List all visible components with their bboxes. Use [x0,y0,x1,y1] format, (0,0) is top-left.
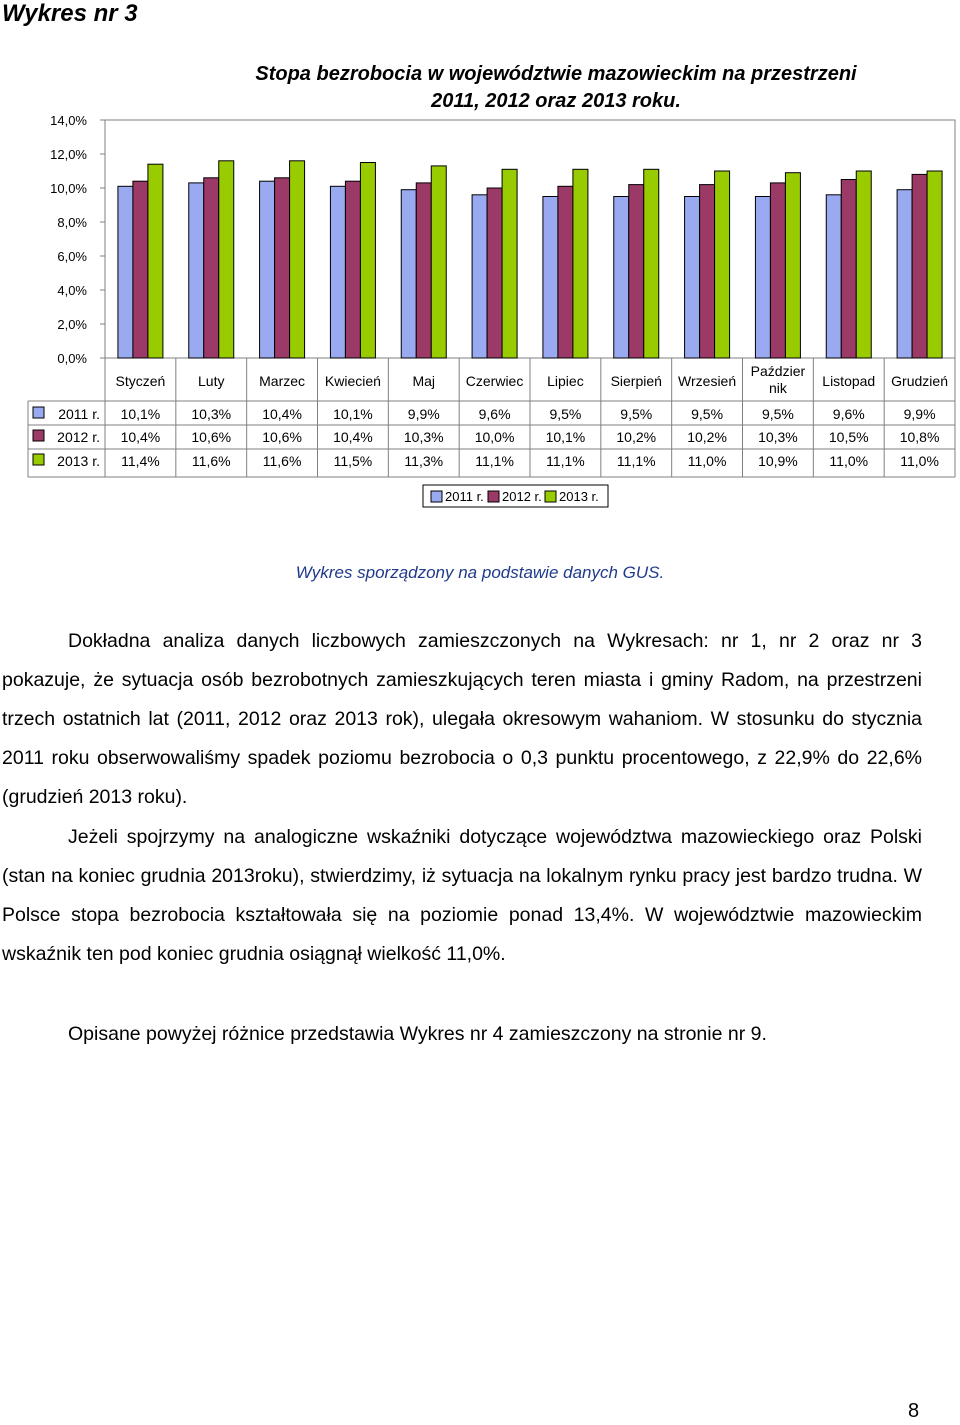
bar [841,180,856,359]
table-data-label: 10,2% [687,429,727,445]
legend-label: 2012 r. [502,489,542,504]
table-data-label: 10,4% [333,429,373,445]
table-series-label: 2013 r. [57,453,100,469]
bar [275,178,290,358]
bar [133,181,148,358]
table-legend-key [33,430,44,441]
category-label: Grudzień [891,373,948,389]
bar [204,178,219,358]
table-data-label: 10,1% [120,406,161,422]
category-label: Maj [412,373,436,389]
table-data-label: 9,9% [407,406,440,422]
bar [785,173,800,358]
bar [755,197,770,359]
bar [700,185,715,358]
table-data-label: 10,9% [758,453,798,469]
bar [290,161,305,358]
table-data-label: 10,1% [333,406,373,422]
category-label: Paździer [750,363,806,379]
bar [856,171,871,358]
bar [770,183,785,358]
table-data-label: 11,5% [333,453,373,469]
bar [715,171,730,358]
table-data-label: 10,2% [616,429,657,445]
table-data-label: 11,1% [616,453,656,469]
table-legend-key [33,407,44,418]
category-label: Czerwiec [465,373,524,389]
table-data-label: 9,5% [691,406,724,422]
table-data-label: 10,0% [474,429,515,445]
table-data-label: 11,1% [546,453,585,469]
bar [573,169,588,358]
bar [487,188,502,358]
chart-title-line-2: 2011, 2012 oraz 2013 roku. [431,90,681,112]
y-tick-label: 14,0% [50,113,87,128]
bar [826,195,841,358]
category-label: Marzec [259,373,306,389]
bar [148,164,163,358]
category-label: Kwiecień [324,373,381,389]
table-data-label: 10,3% [758,429,798,445]
category-label: Listopad [822,373,876,389]
y-tick-label: 6,0% [57,249,87,264]
chart-source-note: Wykres sporządzony na podstawie danych GUS. [295,563,665,582]
figure-heading: Wykres nr 3 [2,0,138,27]
category-label: Lipiec [547,373,584,389]
legend-label: 2013 r. [559,489,599,504]
category-label: Styczeń [115,373,166,389]
paragraph-1: Dokładna analiza danych liczbowych zamieszczonych na Wykresach: nr 1, nr 2 oraz nr 3 pokazuje, że sytuacja osób bezrobotnych zamieszkujących teren miasta i gminy Radom, na przestrzeni trzech ostatnich lat (2011, 2012 oraz 2013 rok), ulegała okresowym wahaniom. W stosunku do stycznia 2011 roku obserwowaliśmy spadek poziomu bezrobocia o 0,3 punktu procentowego, z 22,9% do 22,6% (grudzień 2013 roku). [2,630,922,808]
paragraph-2: Jeżeli spojrzymy na analogiczne wskaźniki dotyczące województwa mazowieckiego oraz Polski (stan na koniec grudnia 2013roku), stwierdzimy, iż sytuacja na lokalnym rynku pracy jest bardzo trudna. W Polsce stopa bezrobocia kształtowała się na poziomie ponad 13,4%. W województwie mazowieckim wskaźnik ten pod koniec grudnia osiągnął wielkość 11,0%. [2,826,922,965]
bar [360,163,375,359]
table-series-label: 2011 r. [58,406,100,422]
paragraph-3: Opisane powyżej różnice przedstawia Wykres nr 4 zamieszczony na stronie nr 9. [68,1023,767,1045]
table-series-label: 2012 r. [57,429,100,445]
table-data-label: 10,4% [120,429,161,445]
bar [629,185,644,358]
y-tick-label: 8,0% [57,215,87,230]
table-data-label: 10,3% [191,406,232,422]
bar [345,181,360,358]
bar [472,195,487,358]
category-label: Sierpień [610,373,662,389]
bar [260,181,275,358]
y-tick-label: 10,0% [50,181,87,196]
legend-swatch [431,491,442,502]
table-data-label: 11,3% [404,453,444,469]
bar-chart [0,0,960,530]
table-legend-key [33,454,44,465]
legend-swatch [488,491,499,502]
table-data-label: 10,4% [262,406,302,422]
bar [431,166,446,358]
table-data-label: 11,1% [475,453,514,469]
bar [330,186,345,358]
chart-title-line-1: Stopa bezrobocia w województwie mazowieckim na przestrzeni [255,63,857,85]
table-data-label: 10,8% [899,429,940,445]
table-data-label: 10,3% [403,429,444,445]
bar [543,197,558,359]
bar [502,169,517,358]
page-number: 8 [908,1400,920,1422]
table-data-label: 9,6% [478,406,511,422]
legend-swatch [545,491,556,502]
category-label: Luty [198,373,225,389]
table-data-label: 11,4% [121,453,160,469]
bar [912,174,927,358]
bar [897,190,912,358]
bar [614,197,629,359]
bar [927,171,942,358]
bar [558,186,573,358]
bar [644,169,659,358]
table-data-label: 10,1% [545,429,586,445]
bar [685,197,700,359]
table-data-label: 9,6% [832,406,865,422]
y-tick-label: 4,0% [57,283,87,298]
table-data-label: 10,6% [262,429,302,445]
table-data-label: 9,5% [761,406,794,422]
bar [416,183,431,358]
y-tick-label: 2,0% [57,317,87,332]
legend-label: 2011 r. [445,489,484,504]
table-data-label: 9,5% [620,406,653,422]
category-label: nik [768,380,787,396]
table-data-label: 9,5% [549,406,582,422]
y-tick-label: 0,0% [57,351,87,366]
bar [118,186,133,358]
table-data-label: 11,0% [687,453,727,469]
table-data-label: 11,6% [191,453,231,469]
category-label: Wrzesień [678,373,737,389]
table-data-label: 10,5% [828,429,869,445]
bar [219,161,234,358]
table-data-label: 11,0% [900,453,939,469]
table-data-label: 11,6% [262,453,302,469]
bar [401,190,416,358]
table-data-label: 9,9% [903,406,936,422]
table-data-label: 10,6% [191,429,232,445]
bar [189,183,204,358]
y-tick-label: 12,0% [50,147,87,162]
table-data-label: 11,0% [829,453,869,469]
